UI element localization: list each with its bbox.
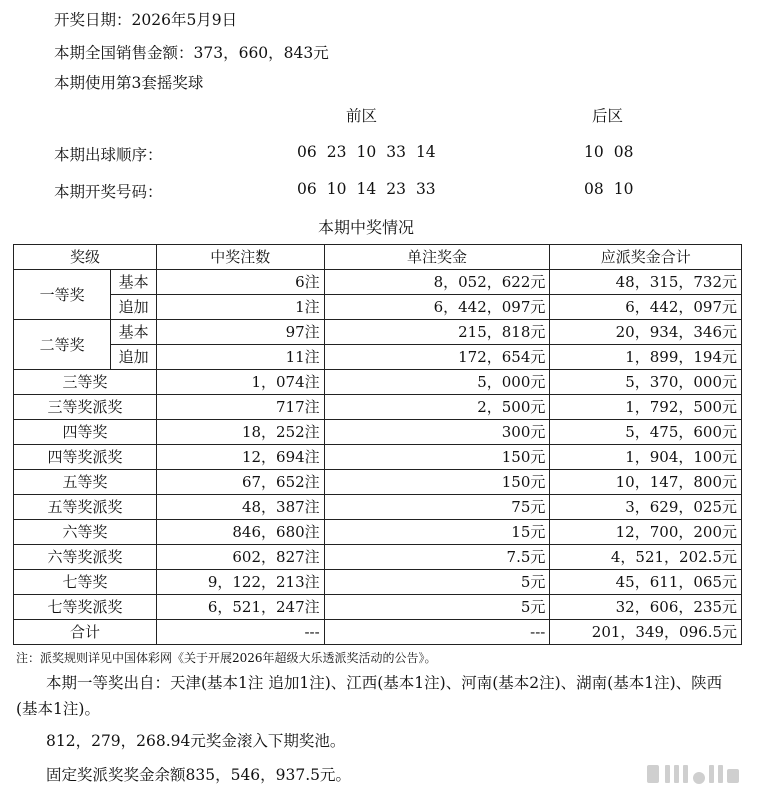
- level-cell: 一等奖: [14, 270, 111, 320]
- ball-number: 10: [326, 180, 347, 198]
- total-cell: 3，629，025元: [550, 495, 742, 520]
- unit-cell: 5元: [324, 595, 550, 620]
- ball-set: 本期使用第3套摇奖球: [54, 74, 204, 92]
- table-row: [14, 570, 742, 595]
- sum-total: 201，349，096.5元: [550, 620, 742, 645]
- level-cell: 七等奖: [14, 570, 157, 595]
- level-cell: 六等奖: [14, 520, 157, 545]
- unit-cell: 15元: [324, 520, 550, 545]
- total-cell: 4，521，202.5元: [550, 545, 742, 570]
- draw-date: 开奖日期：2026年5月9日: [54, 11, 238, 29]
- total-cell: 5，370，000元: [550, 370, 742, 395]
- sum-label: 合计: [14, 620, 157, 645]
- header-unit: 单注奖金: [324, 245, 550, 270]
- level-cell: 四等奖: [14, 420, 157, 445]
- unit-cell: 8，052，622元: [324, 270, 550, 295]
- table-row: [14, 345, 742, 370]
- header-total: 应派奖金合计: [550, 245, 742, 270]
- table-row: [14, 545, 742, 570]
- ball-number: 23: [326, 143, 347, 161]
- total-cell: 1，904，100元: [550, 445, 742, 470]
- footnote: 注：派奖规则详见中国体彩网《关于开展2026年超级大乐透派奖活动的公告》。: [16, 651, 437, 665]
- unit-cell: 150元: [324, 470, 550, 495]
- count-cell: 97注: [156, 320, 324, 345]
- sum-count: ---: [156, 620, 324, 645]
- total-cell: 6，442，097元: [550, 295, 742, 320]
- header-count: 中奖注数: [156, 245, 324, 270]
- total-cell: 5，475，600元: [550, 420, 742, 445]
- first-prize-origins: 本期一等奖出自：天津(基本1注 追加1注)、江西(基本1注)、河南(基本2注)、湖南(基本1注)、陕西(基本1注)。: [16, 674, 723, 718]
- bonus-remaining: 固定奖派奖奖金余额835，546，937.5元。: [46, 766, 352, 784]
- sub-level-cell: 追加: [111, 345, 157, 370]
- total-cell: 48，315，732元: [550, 270, 742, 295]
- table-row: [14, 595, 742, 620]
- count-cell: 12，694注: [156, 445, 324, 470]
- table-row: [14, 495, 742, 520]
- count-cell: 602，827注: [156, 545, 324, 570]
- unit-cell: 150元: [324, 445, 550, 470]
- table-row: [14, 470, 742, 495]
- count-cell: 9，122，213注: [156, 570, 324, 595]
- count-cell: 11注: [156, 345, 324, 370]
- count-cell: 18，252注: [156, 420, 324, 445]
- table-row: [14, 295, 742, 320]
- sub-level-cell: 基本: [111, 320, 157, 345]
- total-cell: 32，606，235元: [550, 595, 742, 620]
- ball-number: 06: [297, 180, 317, 198]
- front-zone-label: 前区: [346, 107, 378, 125]
- back-zone-label: 后区: [592, 107, 624, 125]
- unit-cell: 2，500元: [324, 395, 550, 420]
- total-cell: 1，792，500元: [550, 395, 742, 420]
- unit-cell: 6，442，097元: [324, 295, 550, 320]
- table-row: [14, 520, 742, 545]
- table-row: [14, 420, 742, 445]
- unit-cell: 5元: [324, 570, 550, 595]
- level-cell: 二等奖: [14, 320, 111, 370]
- watermark-logo: [643, 759, 743, 789]
- draw-order-back: [584, 143, 643, 161]
- unit-cell: 5，000元: [324, 370, 550, 395]
- ball-number: 33: [415, 180, 436, 198]
- table-row: [14, 320, 742, 345]
- ball-number: 23: [386, 180, 406, 198]
- level-cell: 六等奖派奖: [14, 545, 157, 570]
- total-cell: 10，147，800元: [550, 470, 742, 495]
- ball-number: 14: [415, 143, 436, 161]
- level-cell: 七等奖派奖: [14, 595, 157, 620]
- draw-result-label: 本期开奖号码：: [54, 183, 163, 201]
- table-title: 本期中奖情况: [318, 218, 415, 237]
- count-cell: 717注: [156, 395, 324, 420]
- sub-level-cell: 基本: [111, 270, 157, 295]
- table-row: [14, 370, 742, 395]
- unit-cell: 215，818元: [324, 320, 550, 345]
- count-cell: 67，652注: [156, 470, 324, 495]
- unit-cell: 300元: [324, 420, 550, 445]
- table-row: [14, 270, 742, 295]
- unit-cell: 75元: [324, 495, 550, 520]
- ball-number: 33: [386, 143, 406, 161]
- ball-number: 06: [297, 143, 317, 161]
- total-cell: 12，700，200元: [550, 520, 742, 545]
- level-cell: 五等奖: [14, 470, 157, 495]
- ball-number: 14: [356, 180, 377, 198]
- total-cell: 20，934，346元: [550, 320, 742, 345]
- ball-number: 10: [356, 143, 377, 161]
- count-cell: 1，074注: [156, 370, 324, 395]
- sum-unit: ---: [324, 620, 550, 645]
- table-row: [14, 445, 742, 470]
- count-cell: 6注: [156, 270, 324, 295]
- prize-table: [13, 244, 742, 645]
- ball-number: 08: [584, 180, 604, 198]
- draw-order-front: [297, 143, 446, 161]
- ball-number: 08: [613, 143, 634, 161]
- ball-number: 10: [613, 180, 634, 198]
- level-cell: 三等奖派奖: [14, 395, 157, 420]
- count-cell: 6，521，247注: [156, 595, 324, 620]
- sum-row: [14, 620, 742, 645]
- jackpot-rollover: 812，279，268.94元奖金滚入下期奖池。: [46, 732, 346, 750]
- level-cell: 四等奖派奖: [14, 445, 157, 470]
- national-sales: 本期全国销售金额：373，660，843元: [54, 44, 329, 62]
- total-cell: 1，899，194元: [550, 345, 742, 370]
- table-header-row: [14, 245, 742, 270]
- header-level: 奖级: [14, 245, 157, 270]
- total-cell: 45，611，065元: [550, 570, 742, 595]
- level-cell: 三等奖: [14, 370, 157, 395]
- count-cell: 48，387注: [156, 495, 324, 520]
- count-cell: 846，680注: [156, 520, 324, 545]
- count-cell: 1注: [156, 295, 324, 320]
- draw-order-label: 本期出球顺序：: [54, 146, 163, 164]
- unit-cell: 172，654元: [324, 345, 550, 370]
- level-cell: 五等奖派奖: [14, 495, 157, 520]
- draw-result-front: [297, 180, 446, 198]
- sub-level-cell: 追加: [111, 295, 157, 320]
- unit-cell: 7.5元: [324, 545, 550, 570]
- draw-result-back: [584, 180, 643, 198]
- ball-number: 10: [584, 143, 604, 161]
- table-row: [14, 395, 742, 420]
